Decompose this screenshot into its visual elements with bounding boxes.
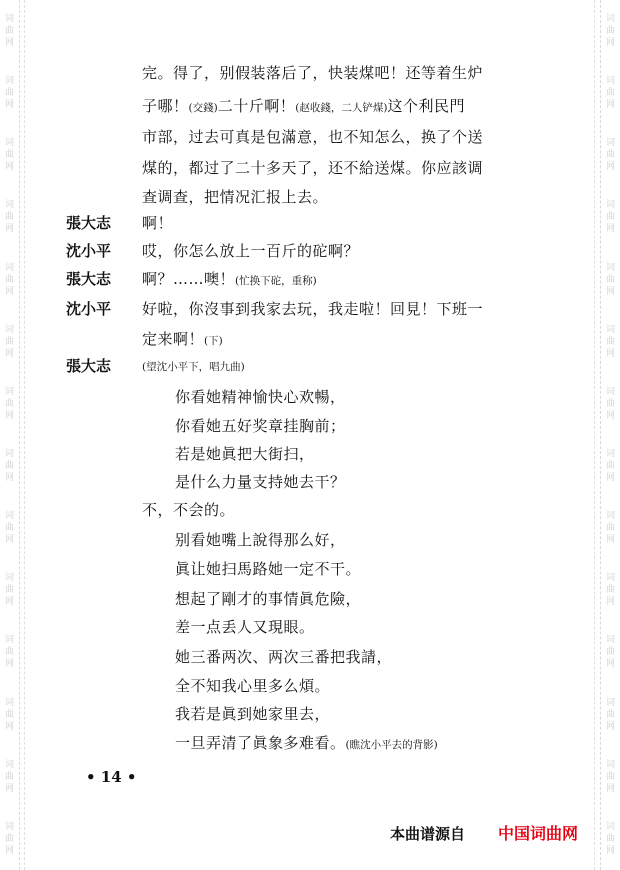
watermark-text: 词曲网 bbox=[605, 386, 615, 421]
lyric-line bbox=[175, 732, 438, 753]
watermark-text: 词曲网 bbox=[4, 386, 14, 421]
dialogue-line bbox=[142, 328, 223, 349]
watermark-text: 词曲网 bbox=[4, 759, 14, 794]
watermark-text: 词曲网 bbox=[4, 14, 14, 49]
lyric-line: 想起了剛才的事情眞危險， bbox=[175, 590, 362, 608]
watermark-text: 词曲网 bbox=[4, 138, 14, 173]
right-watermark-strip bbox=[600, 0, 620, 870]
watermark-text: 词曲网 bbox=[605, 14, 615, 49]
watermark-text: 词曲网 bbox=[605, 511, 615, 546]
watermark-text: 词曲网 bbox=[605, 324, 615, 359]
line-text: 定来啊！ bbox=[142, 330, 205, 348]
footer-site-link[interactable]: 中国词曲网 bbox=[498, 824, 579, 843]
lyric-line: 我若是眞到她家里去， bbox=[175, 705, 331, 723]
lyric-line: 别看她嘴上說得那么好， bbox=[175, 531, 346, 549]
lyric-line: 差一点丢人又現眼。 bbox=[175, 618, 315, 636]
watermark-text: 词曲网 bbox=[4, 262, 14, 297]
watermark-text: 词曲网 bbox=[4, 76, 14, 111]
stage-direction: (赵收錢，二人铲煤) bbox=[295, 102, 388, 114]
speaker-name: 沈小平 bbox=[66, 300, 112, 318]
right-dashed-guide bbox=[594, 0, 596, 870]
dialogue-line bbox=[142, 268, 317, 289]
lyric-line: 你看她五好奖章挂胸前； bbox=[175, 417, 346, 435]
watermark-text: 词曲网 bbox=[605, 200, 615, 235]
dialogue-line: 好啦，你沒事到我家去玩，我走啦！回見！下班一 bbox=[142, 300, 484, 318]
watermark-text: 词曲网 bbox=[605, 635, 615, 670]
stage-direction: (望沈小平下，唱九曲) bbox=[142, 361, 245, 373]
watermark-text: 词曲网 bbox=[605, 573, 615, 608]
watermark-text: 词曲网 bbox=[605, 76, 615, 111]
stage-direction: (瞧沈小平去的背影) bbox=[345, 739, 438, 751]
page-number: • 14 • bbox=[86, 768, 137, 786]
text-line: 煤的，都过了二十多天了，还不給送煤。你应該调 bbox=[142, 159, 484, 177]
line-text: 一旦弄清了眞象多难看。 bbox=[175, 734, 346, 752]
watermark-text: 词曲网 bbox=[605, 759, 615, 794]
watermark-text: 词曲网 bbox=[605, 262, 615, 297]
lyric-line: 全不知我心里多么煩。 bbox=[175, 677, 331, 695]
watermark-text: 词曲网 bbox=[605, 697, 615, 732]
watermark-text: 词曲网 bbox=[4, 635, 14, 670]
left-watermark-strip bbox=[0, 0, 20, 870]
dialogue-line: 哎，你怎么放上一百斤的砣啊？ bbox=[142, 242, 360, 260]
lyric-line: 你看她精神愉快心欢暢， bbox=[175, 388, 346, 406]
spoken-line: 不，不会的。 bbox=[142, 501, 236, 519]
speaker-name: 張大志 bbox=[66, 270, 112, 288]
left-dashed-guide bbox=[24, 0, 26, 870]
line-text: 啊？……噢！ bbox=[142, 270, 236, 288]
text-line bbox=[142, 95, 465, 116]
watermark-text: 词曲网 bbox=[4, 821, 14, 856]
watermark-text: 词曲网 bbox=[4, 449, 14, 484]
lyric-line: 是什么力量支持她去干？ bbox=[175, 473, 346, 491]
line-text: 这个利民門 bbox=[387, 97, 465, 115]
watermark-text: 词曲网 bbox=[4, 697, 14, 732]
footer-source-label: 本曲谱源自 bbox=[390, 825, 466, 843]
text-line: 查调查，把情况汇报上去。 bbox=[142, 188, 329, 206]
line-text: 二十斤啊！ bbox=[217, 97, 296, 115]
dialogue-line: 啊！ bbox=[142, 214, 174, 232]
text-line: 市部，过去可真是包滿意，也不知怎么，换了个送 bbox=[142, 128, 484, 146]
watermark-text: 词曲网 bbox=[4, 573, 14, 608]
speaker-name: 張大志 bbox=[66, 357, 112, 375]
lyric-line: 若是她眞把大街扫， bbox=[175, 445, 315, 463]
line-text: 子哪！ bbox=[142, 97, 189, 115]
lyric-line: 眞让她扫馬路她一定不干。 bbox=[175, 560, 362, 578]
text-line: 完。得了，别假装落后了，快装煤吧！还等着生炉 bbox=[142, 64, 484, 82]
stage-direction: (忙换下砣，重称) bbox=[235, 275, 317, 287]
stage-direction: (下) bbox=[204, 335, 223, 347]
watermark-text: 词曲网 bbox=[4, 511, 14, 546]
watermark-text: 词曲网 bbox=[4, 324, 14, 359]
stage-direction: (交錢) bbox=[188, 102, 218, 114]
watermark-text: 词曲网 bbox=[4, 200, 14, 235]
watermark-text: 词曲网 bbox=[605, 449, 615, 484]
speaker-name: 沈小平 bbox=[66, 242, 112, 260]
speaker-name: 張大志 bbox=[66, 214, 112, 232]
watermark-text: 词曲网 bbox=[605, 821, 615, 856]
lyric-line: 她三番两次、两次三番把我請， bbox=[175, 648, 393, 666]
watermark-text: 词曲网 bbox=[605, 138, 615, 173]
